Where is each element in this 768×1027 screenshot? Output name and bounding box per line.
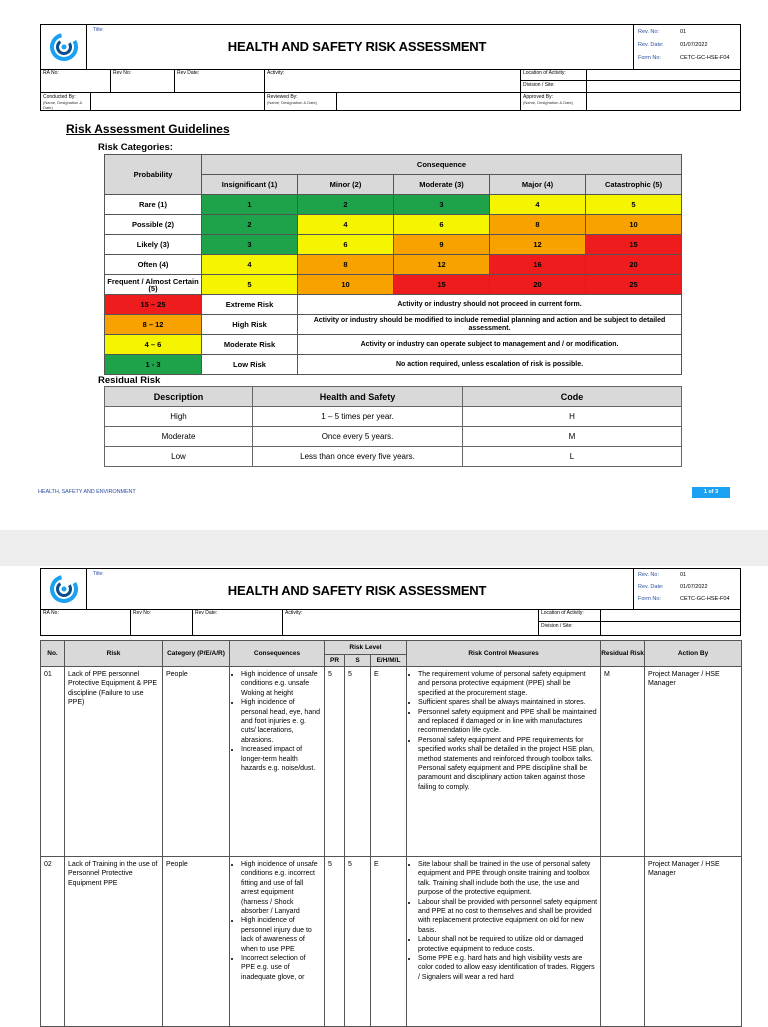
form-no-label: Form No: <box>638 55 661 61</box>
probability-label: Often (4) <box>105 255 202 275</box>
residual-cell: Less than once every five years. <box>253 447 463 467</box>
rev-date-field[interactable]: Rev Date: <box>175 69 265 92</box>
matrix-cell: 4 <box>490 195 586 215</box>
residual-risk-table <box>104 386 682 467</box>
residual-cell: High <box>105 407 253 427</box>
legend-level: Moderate Risk <box>202 335 298 355</box>
col-risk: Risk <box>65 641 163 667</box>
logo-cell <box>41 569 87 609</box>
consequence-col: Major (4) <box>490 175 586 195</box>
residual-col-header: Code <box>463 387 682 407</box>
table-row <box>41 857 742 1027</box>
row-action: Project Manager / HSE Manager <box>645 857 742 1027</box>
consequence-col: Minor (2) <box>298 175 394 195</box>
matrix-cell: 25 <box>586 275 682 295</box>
division-label: Division / Site: <box>539 622 601 635</box>
page-header <box>40 24 741 111</box>
consequence-col: Catastrophic (5) <box>586 175 682 195</box>
list-item: • High incidence of personnel injury due to lack of awareness of when to use PPE <box>241 916 321 954</box>
form-no-label: Form No: <box>638 596 661 602</box>
location-label: Location of Activity: <box>539 609 601 622</box>
list-item: • High incidence of personal head, eye, hand and foot injuries e. g. cuts/ lacerations, abrasions. <box>241 698 321 745</box>
approved-by-label: Approved By: (Name, Designation & Date) <box>521 93 587 110</box>
title-tag: Title: <box>93 571 104 577</box>
col-no: No. <box>41 641 65 667</box>
row-category: People <box>163 667 230 857</box>
residual-cell: Moderate <box>105 427 253 447</box>
legend-description: Activity or industry should not proceed in current form. <box>298 295 682 315</box>
row-no: 01 <box>41 667 65 857</box>
table-row <box>105 427 682 447</box>
ra-no-field[interactable]: RA No: <box>41 69 111 92</box>
page-header <box>40 568 741 636</box>
header-title-row <box>41 569 740 610</box>
list-item: • Personal safety equipment and PPE requirements for specified works shall be detailed in the project HSE plan, method statements and reinforced through toolbox talks. Personal safety equipment and PPE discipline shall be paramount and disciplinary action taken against those failing to comply. <box>418 736 597 792</box>
legend-range: 15 – 25 <box>105 295 202 315</box>
residual-cell: H <box>463 407 682 427</box>
row-s: 5 <box>345 857 371 1027</box>
document-meta <box>633 25 740 69</box>
probability-header: Probability <box>105 155 202 195</box>
row-risk: Lack of Training in the use of Personnel Protective Equipment PPE <box>65 857 163 1027</box>
col-s: S <box>345 655 371 667</box>
matrix-cell: 5 <box>202 275 298 295</box>
table-row <box>105 407 682 427</box>
consequence-header: Consequence <box>202 155 682 175</box>
rev-no-label: Rev. No: <box>638 29 659 35</box>
residual-cell: Low <box>105 447 253 467</box>
col-residual: Residual Risk <box>601 641 645 667</box>
list-item: • Personnel safety equipment and PPE shall be maintained and replaced if damaged or in line with manufactures recommendation life cycle. <box>418 708 597 736</box>
col-category: Category (P/E/A/R) <box>163 641 230 667</box>
probability-label: Frequent / Almost Certain (5) <box>105 275 202 295</box>
header-title-row <box>41 25 740 70</box>
list-item: • Incorrect selection of PPE e.g. use of inadequate glove, or <box>241 954 321 982</box>
matrix-cell: 6 <box>298 235 394 255</box>
page-2 <box>0 566 768 1024</box>
matrix-cell: 1 <box>202 195 298 215</box>
matrix-cell: 10 <box>298 275 394 295</box>
logo-cell <box>41 25 87 69</box>
residual-cell: 1 – 5 times per year. <box>253 407 463 427</box>
row-controls <box>407 667 601 857</box>
matrix-cell: 15 <box>586 235 682 255</box>
matrix-cell: 2 <box>202 215 298 235</box>
legend-level: High Risk <box>202 315 298 335</box>
document-title: HEALTH AND SAFETY RISK ASSESSMENT <box>227 583 487 598</box>
header-info-row <box>41 609 740 635</box>
list-item: • The requirement volume of personal safety equipment and persona protective equipment (PPE) shall be specified at the procurement stage. <box>418 670 597 698</box>
guidelines-heading: Risk Assessment Guidelines <box>66 122 230 136</box>
col-controls: Risk Control Measures <box>407 641 601 667</box>
matrix-cell: 9 <box>394 235 490 255</box>
matrix-cell: 3 <box>394 195 490 215</box>
conducted-by-field[interactable] <box>91 93 265 110</box>
activity-field[interactable]: Activity: <box>283 609 539 635</box>
rev-no-label: Rev. No: <box>638 572 659 578</box>
legend-description: Activity or industry should be modified to include remedial planning and action and be subject to detailed assessment. <box>298 315 682 335</box>
reviewed-by-field[interactable] <box>337 93 521 110</box>
matrix-cell: 16 <box>490 255 586 275</box>
list-item: • Some PPE e.g. hard hats and high visibility vests are color coded to allow easy identification of trades. Riggers / Signalers will wear a red hard <box>418 954 597 982</box>
location-label: Location of Activity: <box>521 69 587 81</box>
list-item: • High incidence of unsafe conditions e.g. incorrect fitting and use of fall arrest equipment (harness / Shock absorber / Lanyard <box>241 860 321 916</box>
probability-label: Likely (3) <box>105 235 202 255</box>
matrix-cell: 12 <box>490 235 586 255</box>
page-number-badge: 1 of 3 <box>692 487 730 498</box>
matrix-cell: 5 <box>586 195 682 215</box>
col-risk-level: Risk Level <box>325 641 407 655</box>
legend-level: Extreme Risk <box>202 295 298 315</box>
conducted-by-label: Conducted By: (Name, Designation & Date) <box>41 93 91 110</box>
matrix-cell: 12 <box>394 255 490 275</box>
list-item: • Labour shall be provided with personnel safety equipment and PPE at no cost to themselves and shall be provided with replacement protective equipment on old for new basis. <box>418 898 597 936</box>
list-item: • Sufficient spares shall be always maintained in stores. <box>418 698 597 707</box>
col-pr: PR <box>325 655 345 667</box>
row-level: E <box>371 667 407 857</box>
activity-field[interactable]: Activity: <box>265 69 521 92</box>
row-consequences <box>230 857 325 1027</box>
reviewed-by-label: Reviewed By: (Name, Designation & Date) <box>265 93 337 110</box>
table-row <box>41 667 742 857</box>
row-residual: M <box>601 667 645 857</box>
matrix-cell: 2 <box>298 195 394 215</box>
page-separator <box>0 530 768 566</box>
rev-no-field[interactable]: Rev No: <box>111 69 175 92</box>
matrix-cell: 4 <box>298 215 394 235</box>
risk-categories-heading: Risk Categories: <box>98 142 173 153</box>
legend-description: Activity or industry can operate subject to management and / or modification. <box>298 335 682 355</box>
location-field[interactable] <box>587 69 740 81</box>
matrix-cell: 20 <box>490 275 586 295</box>
matrix-cell: 6 <box>394 215 490 235</box>
row-level: E <box>371 857 407 1027</box>
legend-level: Low Risk <box>202 355 298 375</box>
risk-matrix-table <box>104 154 682 375</box>
probability-label: Possible (2) <box>105 215 202 235</box>
company-logo-icon <box>50 575 78 603</box>
document-meta <box>633 569 740 609</box>
row-residual <box>601 857 645 1027</box>
row-category: People <box>163 857 230 1027</box>
matrix-cell: 15 <box>394 275 490 295</box>
rev-date-label: Rev. Date: <box>638 584 664 590</box>
list-item: • Increased impact of longer-term health hazards e.g. noise/dust. <box>241 745 321 773</box>
footer-department: HEALTH, SAFETY AND ENVIRONMENT <box>38 489 136 495</box>
document-title: HEALTH AND SAFETY RISK ASSESSMENT <box>227 39 487 54</box>
header-info-row <box>41 69 740 93</box>
rev-no-value: 01 <box>680 572 687 578</box>
approved-by-field[interactable] <box>587 93 740 110</box>
rev-date-value: 01/07/2022 <box>680 584 708 590</box>
list-item: • Site labour shall be trained in the use of personal safety equipment and PPE through onsite training and toolbox talk. Training shall include both the use, the use and purpose of the protective equipment. <box>418 860 597 898</box>
division-field[interactable] <box>587 81 740 92</box>
residual-risk-heading: Residual Risk <box>98 375 161 386</box>
rev-no-value: 01 <box>680 29 687 35</box>
residual-col-header: Health and Safety <box>253 387 463 407</box>
row-action: Project Manager / HSE Manager <box>645 667 742 857</box>
col-action: Action By <box>645 641 742 667</box>
rev-date-label: Rev. Date: <box>638 42 664 48</box>
legend-range: 4 – 6 <box>105 335 202 355</box>
ra-no-field[interactable]: RA No: <box>41 609 131 635</box>
col-consequences: Consequences <box>230 641 325 667</box>
division-label: Division / Site: <box>521 81 587 92</box>
list-item: • Labour shall not be required to utilize old or damaged protective equipment to reduce costs. <box>418 935 597 954</box>
row-controls <box>407 857 601 1027</box>
row-consequences <box>230 667 325 857</box>
rev-date-value: 01/07/2022 <box>680 42 708 48</box>
matrix-cell: 4 <box>202 255 298 275</box>
row-s: 5 <box>345 667 371 857</box>
rev-no-field[interactable]: Rev No: <box>131 609 193 635</box>
location-field[interactable] <box>601 609 740 622</box>
consequence-col: Insignificant (1) <box>202 175 298 195</box>
matrix-cell: 8 <box>490 215 586 235</box>
table-row <box>105 447 682 467</box>
division-field[interactable] <box>601 622 740 635</box>
residual-cell: Once every 5 years. <box>253 427 463 447</box>
residual-col-header: Description <box>105 387 253 407</box>
legend-description: No action required, unless escalation of risk is possible. <box>298 355 682 375</box>
row-pr: 5 <box>325 667 345 857</box>
risk-register-table <box>40 640 742 1027</box>
company-logo-icon <box>50 33 78 61</box>
row-no: 02 <box>41 857 65 1027</box>
residual-cell: M <box>463 427 682 447</box>
probability-label: Rare (1) <box>105 195 202 215</box>
form-no-value: CETC-GC-HSE-F04 <box>680 55 730 61</box>
matrix-cell: 10 <box>586 215 682 235</box>
rev-date-field[interactable]: Rev Date: <box>193 609 283 635</box>
legend-range: 1 - 3 <box>105 355 202 375</box>
matrix-cell: 20 <box>586 255 682 275</box>
residual-cell: L <box>463 447 682 467</box>
header-signoff-row <box>41 93 740 110</box>
form-no-value: CETC-GC-HSE-F04 <box>680 596 730 602</box>
col-ehml: E/H/M/L <box>371 655 407 667</box>
legend-range: 8 – 12 <box>105 315 202 335</box>
matrix-cell: 3 <box>202 235 298 255</box>
matrix-cell: 8 <box>298 255 394 275</box>
consequence-col: Moderate (3) <box>394 175 490 195</box>
row-risk: Lack of PPE personnel Protective Equipment & PPE discipline (Failure to use PPE) <box>65 667 163 857</box>
list-item: • High incidence of unsafe conditions e.g. unsafe Woking at height <box>241 670 321 698</box>
title-tag: Title: <box>93 27 104 33</box>
row-pr: 5 <box>325 857 345 1027</box>
